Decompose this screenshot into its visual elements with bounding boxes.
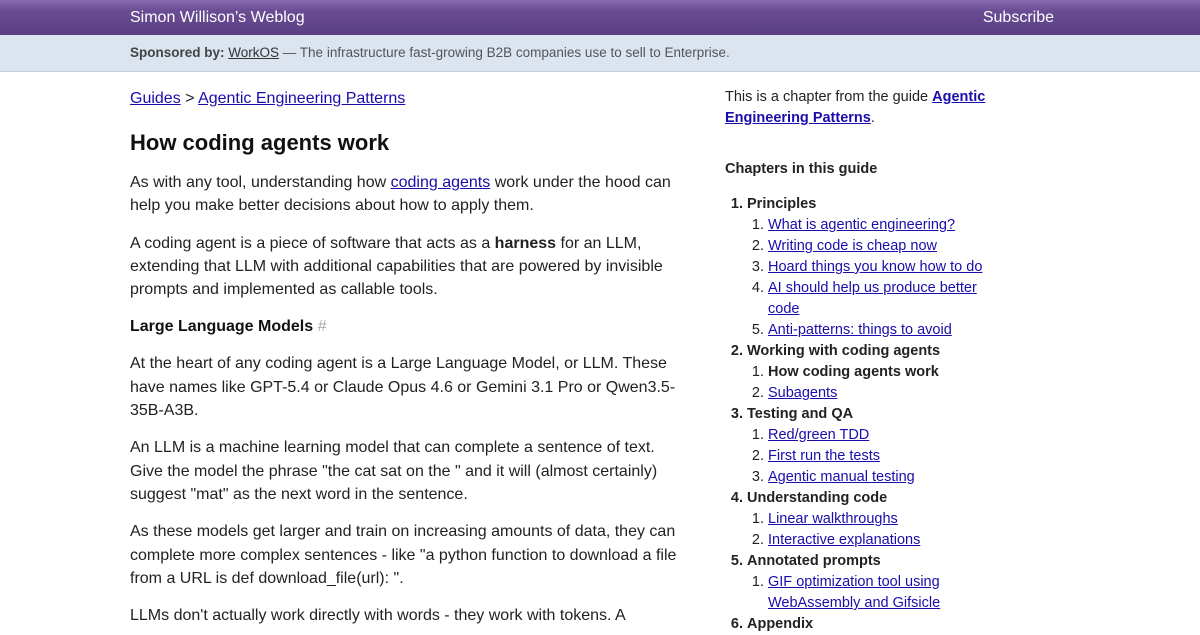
chapter-link[interactable]: AI should help us produce better code (768, 280, 977, 317)
list-item (768, 236, 1000, 257)
chapters-list (725, 194, 1000, 635)
llm-paragraph-2: An LLM is a machine learning model that can complete a sentence of text. Give the model the phrase "the cat sat on the " and it will (almost certainly) suggest "mat" as the next word in the sentence. (130, 439, 658, 503)
chapter-link[interactable]: Linear walkthroughs (768, 511, 898, 527)
breadcrumb (130, 88, 680, 110)
list-item (768, 572, 1000, 614)
section-understanding-code: 4. Understanding code 1. Linear walkthroughs 2. Interactive explanations (747, 488, 1000, 551)
chapter-link[interactable]: Red/green TDD (768, 427, 870, 443)
list-item (768, 383, 1000, 404)
chapter-link[interactable]: What is agentic engineering? (768, 217, 956, 233)
breadcrumb-separator: > (180, 90, 199, 107)
list-item (768, 215, 1000, 236)
section-working-with-agents: 2. Working with coding agents 1. How coding agents work 2. Subagents (747, 341, 1000, 404)
sponsor-text: — The infrastructure fast-growing B2B companies use to sell to Enterprise. (279, 45, 730, 60)
guide-intro: This is a chapter from the guide Agentic Engineering Patterns. (725, 89, 986, 126)
list-item (768, 278, 1000, 320)
llm-paragraph-4: LLMs don't actually work directly with words - they work with tokens. A (130, 607, 626, 625)
current-chapter: How coding agents work (768, 364, 939, 380)
llm-paragraph-1: At the heart of any coding agent is a Large Language Model, or LLM. These have names like GPT-5.4 or Claude Opus 4.6 or Gemini 3.1 Pro or Qwen3.5-35B-A3B. (130, 355, 676, 420)
page-title: How coding agents work (130, 130, 390, 155)
chapter-link[interactable]: Interactive explanations (768, 532, 921, 548)
harness-paragraph: A coding agent is a piece of software that acts as a harness for an LLM, extending that LLM with additional capabilities that are powered by invisible prompts and implemented as callable tools. (130, 234, 663, 299)
sponsor-label: Sponsored by: (130, 45, 225, 60)
site-header (0, 0, 1200, 35)
list-item (768, 509, 1000, 530)
list-item (768, 362, 1000, 383)
section-appendix: 6. Appendix (747, 614, 1000, 635)
list-item (768, 530, 1000, 551)
chapter-link[interactable]: Agentic manual testing (768, 469, 915, 485)
guide-link[interactable]: Agentic Engineering Patterns (725, 89, 986, 126)
section-annotated-prompts: 5. Annotated prompts 1. GIF optimization tool using WebAssembly and Gifsicle (747, 551, 1000, 614)
list-item (768, 320, 1000, 341)
chapter-link[interactable]: Subagents (768, 385, 838, 401)
subscribe-link[interactable]: Subscribe (982, 9, 1054, 26)
sponsor-banner (0, 35, 1200, 72)
section-principles: 1. Principles 1. What is agentic engineering? 2. Writing code is cheap now 3. Hoard things you know how to do 4. AI should help us produce better code 5. Anti-patterns: things to avoid (747, 194, 1000, 341)
chapters-heading: Chapters in this guide (725, 161, 878, 177)
list-item (768, 257, 1000, 278)
chapter-link[interactable]: Hoard things you know how to do (768, 259, 983, 275)
breadcrumb-guides-link[interactable]: Guides (130, 90, 181, 107)
section-testing: 3. Testing and QA 1. Red/green TDD 2. First run the tests 3. Agentic manual testing (747, 404, 1000, 488)
heading-anchor-link[interactable]: # (317, 318, 327, 336)
chapter-link[interactable]: Anti-patterns: things to avoid (768, 322, 952, 338)
chapter-link[interactable]: Writing code is cheap now (768, 238, 937, 254)
list-item (768, 446, 1000, 467)
coding-agents-link[interactable]: coding agents (390, 174, 491, 191)
list-item (768, 425, 1000, 446)
site-title-link[interactable]: Simon Willison’s Weblog (130, 9, 305, 26)
llm-paragraph-3: As these models get larger and train on increasing amounts of data, they can complete more complex sentences - like "a python function to download a file from a URL is def download_file(url): ". (130, 523, 677, 587)
breadcrumb-guide-link[interactable]: Agentic Engineering Patterns (198, 90, 406, 107)
harness-term: harness (494, 234, 557, 252)
chapter-link[interactable]: GIF optimization tool using WebAssembly and Gifsicle (768, 574, 941, 611)
sponsor-link[interactable]: WorkOS (228, 45, 280, 60)
chapter-link[interactable]: First run the tests (768, 448, 881, 464)
intro-paragraph: As with any tool, understanding how coding agents work under the hood can help you make better decisions about how to apply them. (130, 174, 671, 215)
list-item (768, 467, 1000, 488)
section-heading-llm: Large Language Models # (130, 318, 327, 336)
article-main (130, 88, 680, 627)
guide-sidebar (725, 87, 1000, 635)
